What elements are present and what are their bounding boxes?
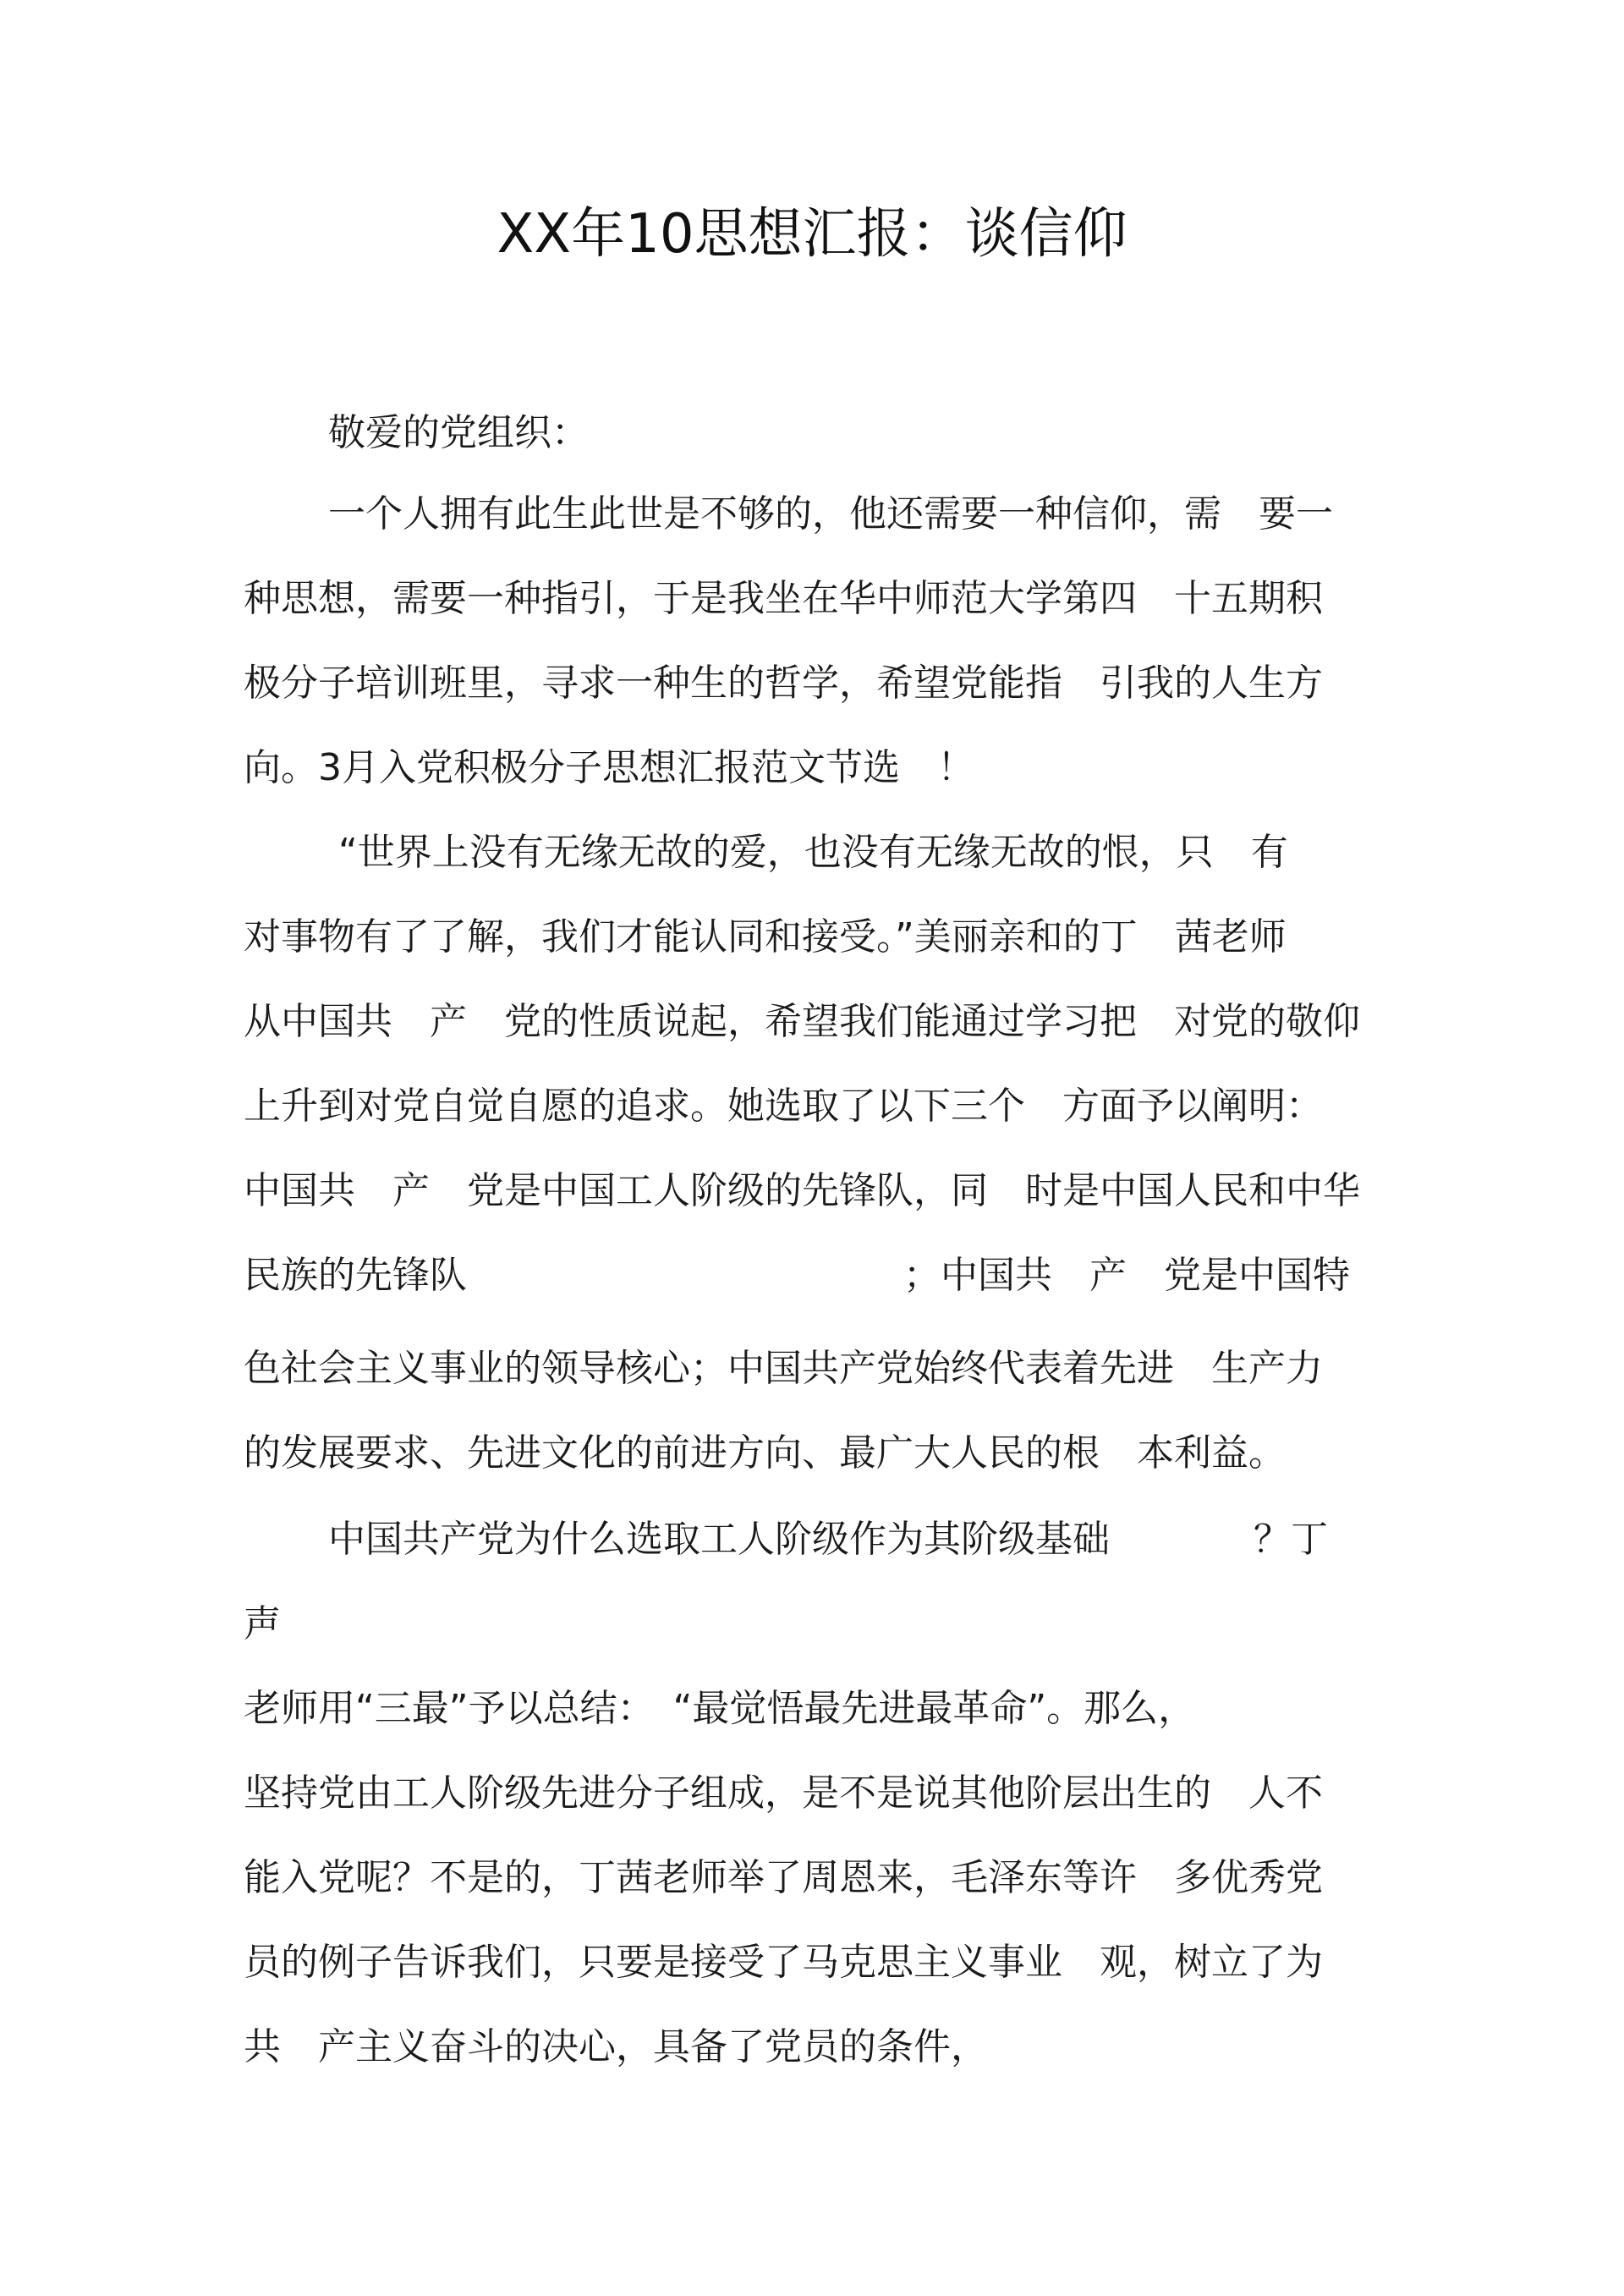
paragraph-line: 坚持党由工人阶级先进分子组成，是不是说其他阶层出生的 人不 bbox=[244, 1771, 1323, 1815]
document-title: XX年10思想汇报：谈信仰 bbox=[497, 203, 1127, 266]
paragraph-line: 民族的先锋队 bbox=[244, 1254, 467, 1297]
paragraph-line: 从中国共 产 党的性质说起，希望我们能通过学习把 对党的敬仰 bbox=[244, 1000, 1360, 1043]
paragraph-line: 一个人拥有此生此世是不够的，他还需要一种信仰，需 要一 bbox=[328, 492, 1333, 536]
paragraph-line: 向。3月入党积极分子思想汇报范文节选 ！ bbox=[244, 746, 974, 789]
paragraph-line: “世界上没有无缘无故的爱，也没有无缘无故的恨，只 有 bbox=[338, 831, 1288, 874]
paragraph-line: 对事物有了了解，我们才能认同和接受。”美丽亲和的丁 茜老师 bbox=[244, 915, 1287, 958]
paragraph-line: 种思想，需要一种指引，于是我坐在华中师范大学第四 十五期积 bbox=[244, 577, 1323, 620]
paragraph-line: 中国共 产 党是中国工人阶级的先锋队，同 时是中国人民和中华 bbox=[244, 1169, 1360, 1212]
salutation: 敬爱的党组织： bbox=[328, 411, 589, 454]
paragraph-line: 老师用“三最”予以总结： “最觉悟最先进最革命”。那么， bbox=[244, 1687, 1196, 1730]
paragraph-line: 的发展要求、先进文化的前进方向、最广大人民的根 本利益。 bbox=[244, 1431, 1286, 1475]
paragraph-line: 色社会主义事业的领导核心；中国共产党始终代表着先进 生产力 bbox=[244, 1347, 1323, 1390]
paragraph-line: 上升到对党自觉自愿的追求。她选取了以下三个 方面予以阐明： bbox=[244, 1085, 1323, 1128]
paragraph-line: 共 产主义奋斗的决心，具备了党员的条件， bbox=[244, 2025, 988, 2068]
paragraph-line: 员的例子告诉我们，只要是接受了马克思主义事业 观，树立了为 bbox=[244, 1941, 1323, 1984]
paragraph-line: ；中国共 产 党是中国特 bbox=[903, 1254, 1350, 1297]
paragraph-line: ？丁 bbox=[1254, 1518, 1328, 1561]
paragraph-line: 极分子培训班里，寻求一种生的哲学，希望党能指 引我的人生方 bbox=[244, 662, 1323, 705]
paragraph-line: 声 bbox=[244, 1602, 281, 1645]
paragraph-line: 中国共产党为什么选取工人阶级作为其阶级基础 bbox=[328, 1518, 1110, 1561]
paragraph-line: 能入党呢？不是的，丁茜老师举了周恩来，毛泽东等许 多优秀党 bbox=[244, 1856, 1323, 1899]
